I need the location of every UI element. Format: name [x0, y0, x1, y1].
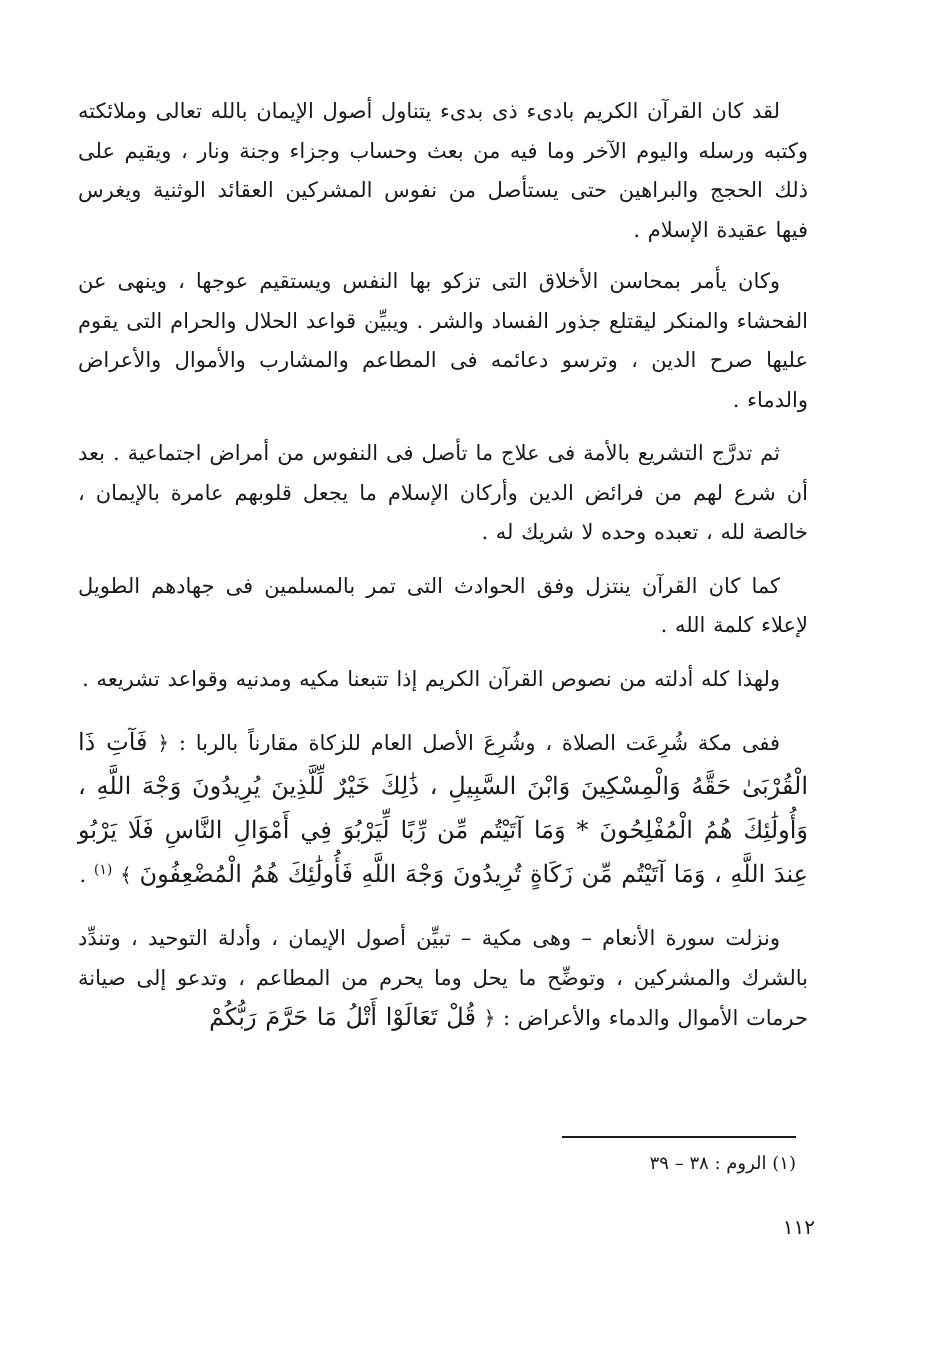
- quran-open-bracket-anaam: ﴿: [483, 1006, 496, 1030]
- paragraph-morals: وكان يأمر بمحاسن الأخلاق التى تزكو بها النفس ويستقيم عوجها ، وينهى عن الفحشاء والمنكر ليقتلع جذور الفساد والشر . ويبيِّن قواعد الحلال والحرام التى يقوم عليها صرح الدين ، وترسو دعائمه فى المطاعم والمشارب والأموال والأعراض والدماء .: [78, 269, 808, 412]
- paragraph-faith-principles: لقد كان القرآن الكريم بادىء ذى بدىء يتناول أصول الإيمان بالله تعالى وملائكته وكتبه ورسله واليوم الآخر وما فيه من بعث وحساب وجزاء وجنة ونار ، ويقيم على ذلك الحجج والبراهين حتى يستأصل من نفوس المشركين العقائد الوثنية ويغرس فيها عقيدة الإسلام .: [78, 99, 808, 242]
- footnote: (١) الروم : ٣٨ – ٣٩: [649, 1153, 796, 1174]
- paragraph-revelation-events: كما كان القرآن ينتزل وفق الحوادث التى تمر بالمسلمين فى جهادهم الطويل لإعلاء كلمة الله .: [78, 573, 808, 637]
- page-number: ١١٢: [782, 1215, 815, 1239]
- page-body: [78, 92, 808, 1053]
- paragraph-gradual-legislation: ثم تدرَّج التشريع بالأمة فى علاج ما تأصل فى النفوس من أمراض اجتماعية . بعد أن شرع لهم من فرائض الدين وأركان الإسلام ما يجعل قلوبهم عامرة بالإيمان ، خالصة لله ، تعبده وحده لا شريك له .: [78, 441, 808, 544]
- anaam-text: ونزلت سورة الأنعام – وهى مكية – تبيِّن أصول الإيمان ، وأدلة التوحيد ، وتندِّد بالشرك والمشركين ، وتوضِّح ما يحل وما يحرم من المطاعم ، وتدعو إلى صيانة حرمات الأموال والدماء والأعراض :: [78, 926, 808, 1030]
- paragraph-anaam: [78, 919, 808, 1039]
- quran-verse-rum: فَآتِ ذَا الْقُرْبَىٰ حَقَّهُ وَالْمِسْكِينَ وَابْنَ السَّبِيلِ ، ذَٰلِكَ خَيْرٌ لِّلَّذِينَ يُرِيدُونَ وَجْهَ اللَّهِ ، وَأُولَٰئِكَ هُمُ الْمُفْلِحُونَ * وَمَا آتَيْتُم مِّن رِّبًا لِّيَرْبُوَ فِي أَمْوَالِ النَّاسِ فَلَا يَرْبُو عِندَ اللَّهِ ، وَمَا آتَيْتُم مِّن زَكَاةٍ تُرِيدُونَ وَجْهَ اللَّهِ فَأُولَٰئِكَ هُمُ الْمُضْعِفُونَ: [78, 728, 808, 888]
- footnote-divider: [562, 1136, 796, 1138]
- quran-verse-anaam: قُلْ تَعَالَوْا أَتْلُ مَا حَرَّمَ رَبُّكُمْ: [209, 1003, 476, 1031]
- quran-close-bracket: ﴾: [120, 863, 132, 887]
- zakat-intro: ففى مكة شُرِعَت الصلاة ، وشُرِعَ الأصل العام للزكاة مقارناً بالربا :: [169, 731, 780, 755]
- zakat-end: .: [79, 863, 94, 887]
- paragraph-zakat: [78, 721, 808, 897]
- paragraph-evidence: ولهذا كله أدلته من نصوص القرآن الكريم إذا تتبعنا مكيه ومدنيه وقواعد تشريعه .: [82, 666, 780, 691]
- quran-open-bracket: ﴿: [157, 731, 170, 755]
- footnote-reference: (١): [93, 862, 113, 878]
